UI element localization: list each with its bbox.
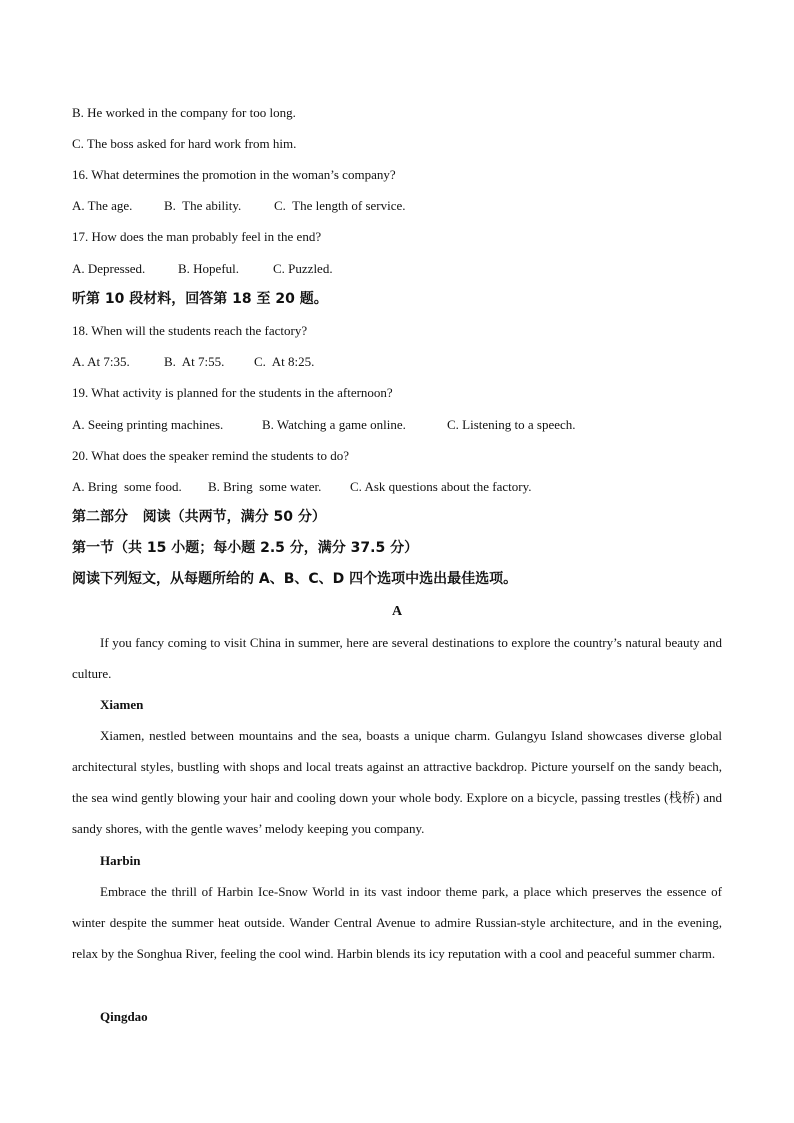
q17-option-c: C. Puzzled.	[273, 261, 333, 276]
q16-option-c: C. The length of service.	[274, 198, 406, 213]
q18-option-b: B. At 7:55.	[164, 354, 225, 369]
q16-option-a: A. The age.	[72, 198, 133, 213]
question-16: 16. What determines the promotion in the woman’s company?	[72, 167, 396, 182]
question-20: 20. What does the speaker remind the students to do?	[72, 448, 350, 463]
q19-option-a: A. Seeing printing machines.	[72, 417, 224, 432]
question-17-options	[72, 260, 333, 278]
harbin-paragraph: Embrace the thrill of Harbin Ice-Snow World in its vast indoor theme park, a place which preserves the essence of winter despite the summer heat outside. Wander Central Avenue to admire Russian-style architecture, and in the evening, relax by the Songhua River, feeling the cool wind. Harbin blends its icy reputation with a cool and peaceful summer charm.	[72, 884, 722, 961]
q17-option-a: A. Depressed.	[72, 261, 146, 276]
section-1-heading: 第一节（共 15 小题；每小题 2.5 分，满分 37.5 分）	[72, 540, 419, 556]
question-19: 19. What activity is planned for the students in the afternoon?	[72, 385, 393, 400]
passage-label: A	[391, 604, 403, 619]
q20-option-a: A. Bring some food.	[72, 479, 182, 494]
q17-option-b: B. Hopeful.	[178, 261, 240, 276]
q18-option-a: A. At 7:35.	[72, 354, 130, 369]
question-18: 18. When will the students reach the factory?	[72, 323, 308, 338]
q20-option-c: C. Ask questions about the factory.	[350, 479, 532, 494]
section-10-heading: 听第 10 段材料，回答第 18 至 20 题。	[72, 291, 328, 307]
qingdao-heading: Qingdao	[100, 1009, 148, 1024]
q19-option-b: B. Watching a game online.	[262, 417, 406, 432]
option-c-line: C. The boss asked for hard work from him.	[72, 136, 297, 151]
xiamen-paragraph: Xiamen, nestled between mountains and the sea, boasts a unique charm. Gulangyu Island showcases diverse global architectural styles, bustling with shops and local treats against an attractive backdrop. Picture yourself on the sandy beach, the sea wind gently blowing your hair and cooling down your whole body. Explore on a bicycle, passing trestles (栈桥) and sandy shores, with the gentle waves’ melody keeping you company.	[72, 728, 722, 836]
passage-intro: If you fancy coming to visit China in summer, here are several destinations to explore the country’s natural beauty and culture.	[72, 635, 722, 681]
question-19-options	[72, 416, 576, 434]
question-17: 17. How does the man probably feel in the end?	[72, 229, 322, 244]
q16-option-b: B. The ability.	[164, 198, 242, 213]
option-b-line: B. He worked in the company for too long.	[72, 105, 296, 120]
question-16-options	[72, 197, 406, 215]
q18-option-c: C. At 8:25.	[254, 354, 315, 369]
q20-option-b: B. Bring some water.	[208, 479, 322, 494]
q19-option-c: C. Listening to a speech.	[447, 417, 576, 432]
xiamen-heading: Xiamen	[100, 697, 144, 712]
part-2-heading: 第二部分 阅读（共两节，满分 50 分）	[72, 509, 326, 525]
question-18-options	[72, 353, 314, 371]
harbin-heading: Harbin	[100, 853, 141, 868]
reading-instruction: 阅读下列短文，从每题所给的 A、B、C、D 四个选项中选出最佳选项。	[72, 571, 518, 587]
question-20-options	[72, 478, 532, 496]
